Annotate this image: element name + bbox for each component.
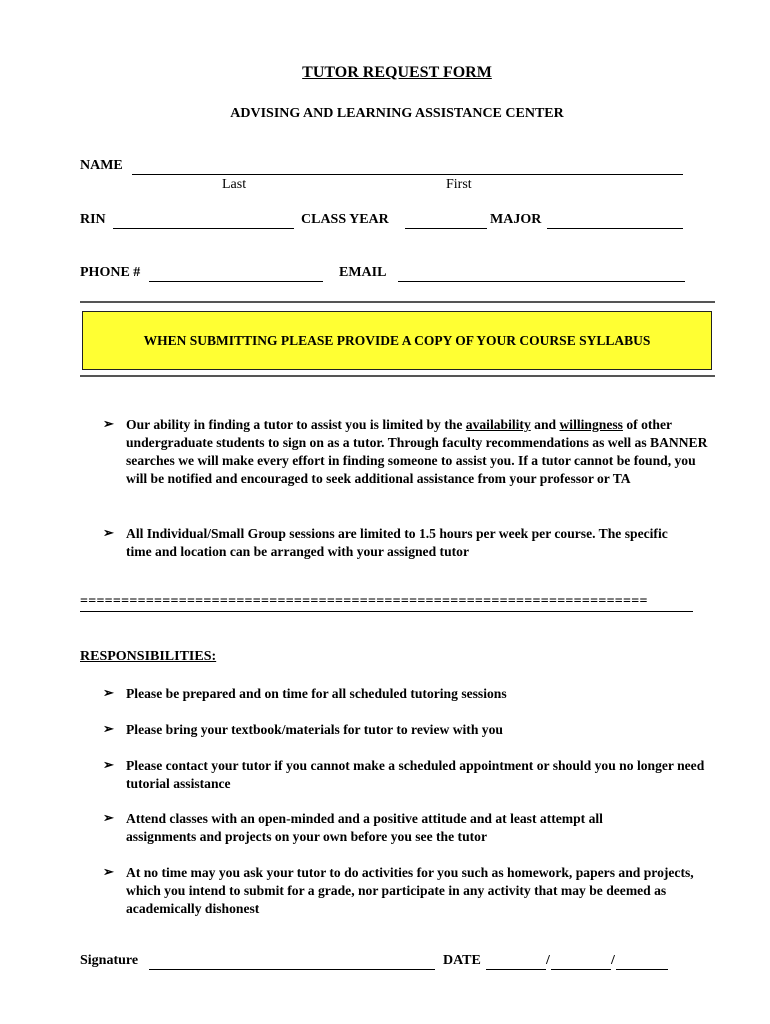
responsibility-item: Attend classes with an open-minded and a positive attitude and at least attempt all assignments and projects on your own before you see the tutor	[126, 811, 603, 844]
syllabus-notice: WHEN SUBMITTING PLEASE PROVIDE A COPY OF YOUR COURSE SYLLABUS	[82, 311, 712, 370]
bullet-arrow-icon: ➢	[103, 721, 114, 736]
email-label: EMAIL	[339, 265, 387, 280]
class-year-field[interactable]	[405, 228, 487, 229]
separator-line: =====================================================================	[80, 594, 648, 609]
responsibility-item: Please be prepared and on time for all scheduled tutoring sessions	[126, 686, 507, 701]
separator-underline	[80, 611, 693, 612]
date-separator: /	[611, 953, 615, 968]
first-name-caption: First	[446, 177, 472, 192]
willingness-term: willingness	[559, 417, 623, 432]
email-field[interactable]	[398, 281, 685, 282]
major-label: MAJOR	[490, 212, 542, 227]
bullet-arrow-icon: ➢	[103, 525, 114, 540]
signature-field[interactable]	[149, 969, 435, 970]
responsibility-item: At no time may you ask your tutor to do activities for you such as homework, papers and projects, which you intend to submit for a grade, nor participate in any activity that may be deemed as academically dishonest	[126, 865, 694, 916]
date-label: DATE	[443, 953, 481, 968]
phone-field[interactable]	[149, 281, 323, 282]
form-subtitle: ADVISING AND LEARNING ASSISTANCE CENTER	[230, 106, 564, 121]
form-title: TUTOR REQUEST FORM	[302, 64, 492, 81]
major-field[interactable]	[547, 228, 683, 229]
class-year-label: CLASS YEAR	[301, 212, 389, 227]
date-day-field[interactable]	[551, 969, 611, 970]
availability-term: availability	[465, 417, 531, 432]
bullet-arrow-icon: ➢	[103, 757, 114, 772]
signature-label: Signature	[80, 953, 139, 968]
info-item-session-limit: All Individual/Small Group sessions are limited to 1.5 hours per week per course. The specific time and location can be arranged with your assigned tutor	[126, 526, 668, 559]
name-field[interactable]	[132, 174, 683, 175]
last-name-caption: Last	[222, 177, 247, 192]
date-year-field[interactable]	[616, 969, 668, 970]
rin-field[interactable]	[113, 228, 294, 229]
date-separator: /	[546, 953, 550, 968]
info-item-availability: Our ability in finding a tutor to assist you is limited by the availability and willingness of other undergraduate students to sign on as a tutor. Through faculty recommendations as well as BANNER searches we will make every effort in finding someone to assist you. If a tutor cannot be found, you will be notified and encouraged to seek additional assistance from your professor or TA	[126, 417, 708, 486]
notice-top-rule	[80, 301, 715, 303]
phone-label: PHONE #	[80, 265, 141, 280]
responsibility-item: Please contact your tutor if you cannot make a scheduled appointment or should you no longer need tutorial assistance	[126, 758, 705, 791]
bullet-arrow-icon: ➢	[103, 810, 114, 825]
responsibilities-heading: RESPONSIBILITIES:	[80, 649, 217, 664]
bullet-arrow-icon: ➢	[103, 864, 114, 879]
date-month-field[interactable]	[486, 969, 546, 970]
responsibility-item: Please bring your textbook/materials for tutor to review with you	[126, 722, 503, 737]
rin-label: RIN	[80, 212, 106, 227]
bullet-arrow-icon: ➢	[103, 685, 114, 700]
bullet-arrow-icon: ➢	[103, 416, 114, 431]
notice-bottom-rule	[80, 375, 715, 377]
name-label: NAME	[80, 158, 123, 173]
